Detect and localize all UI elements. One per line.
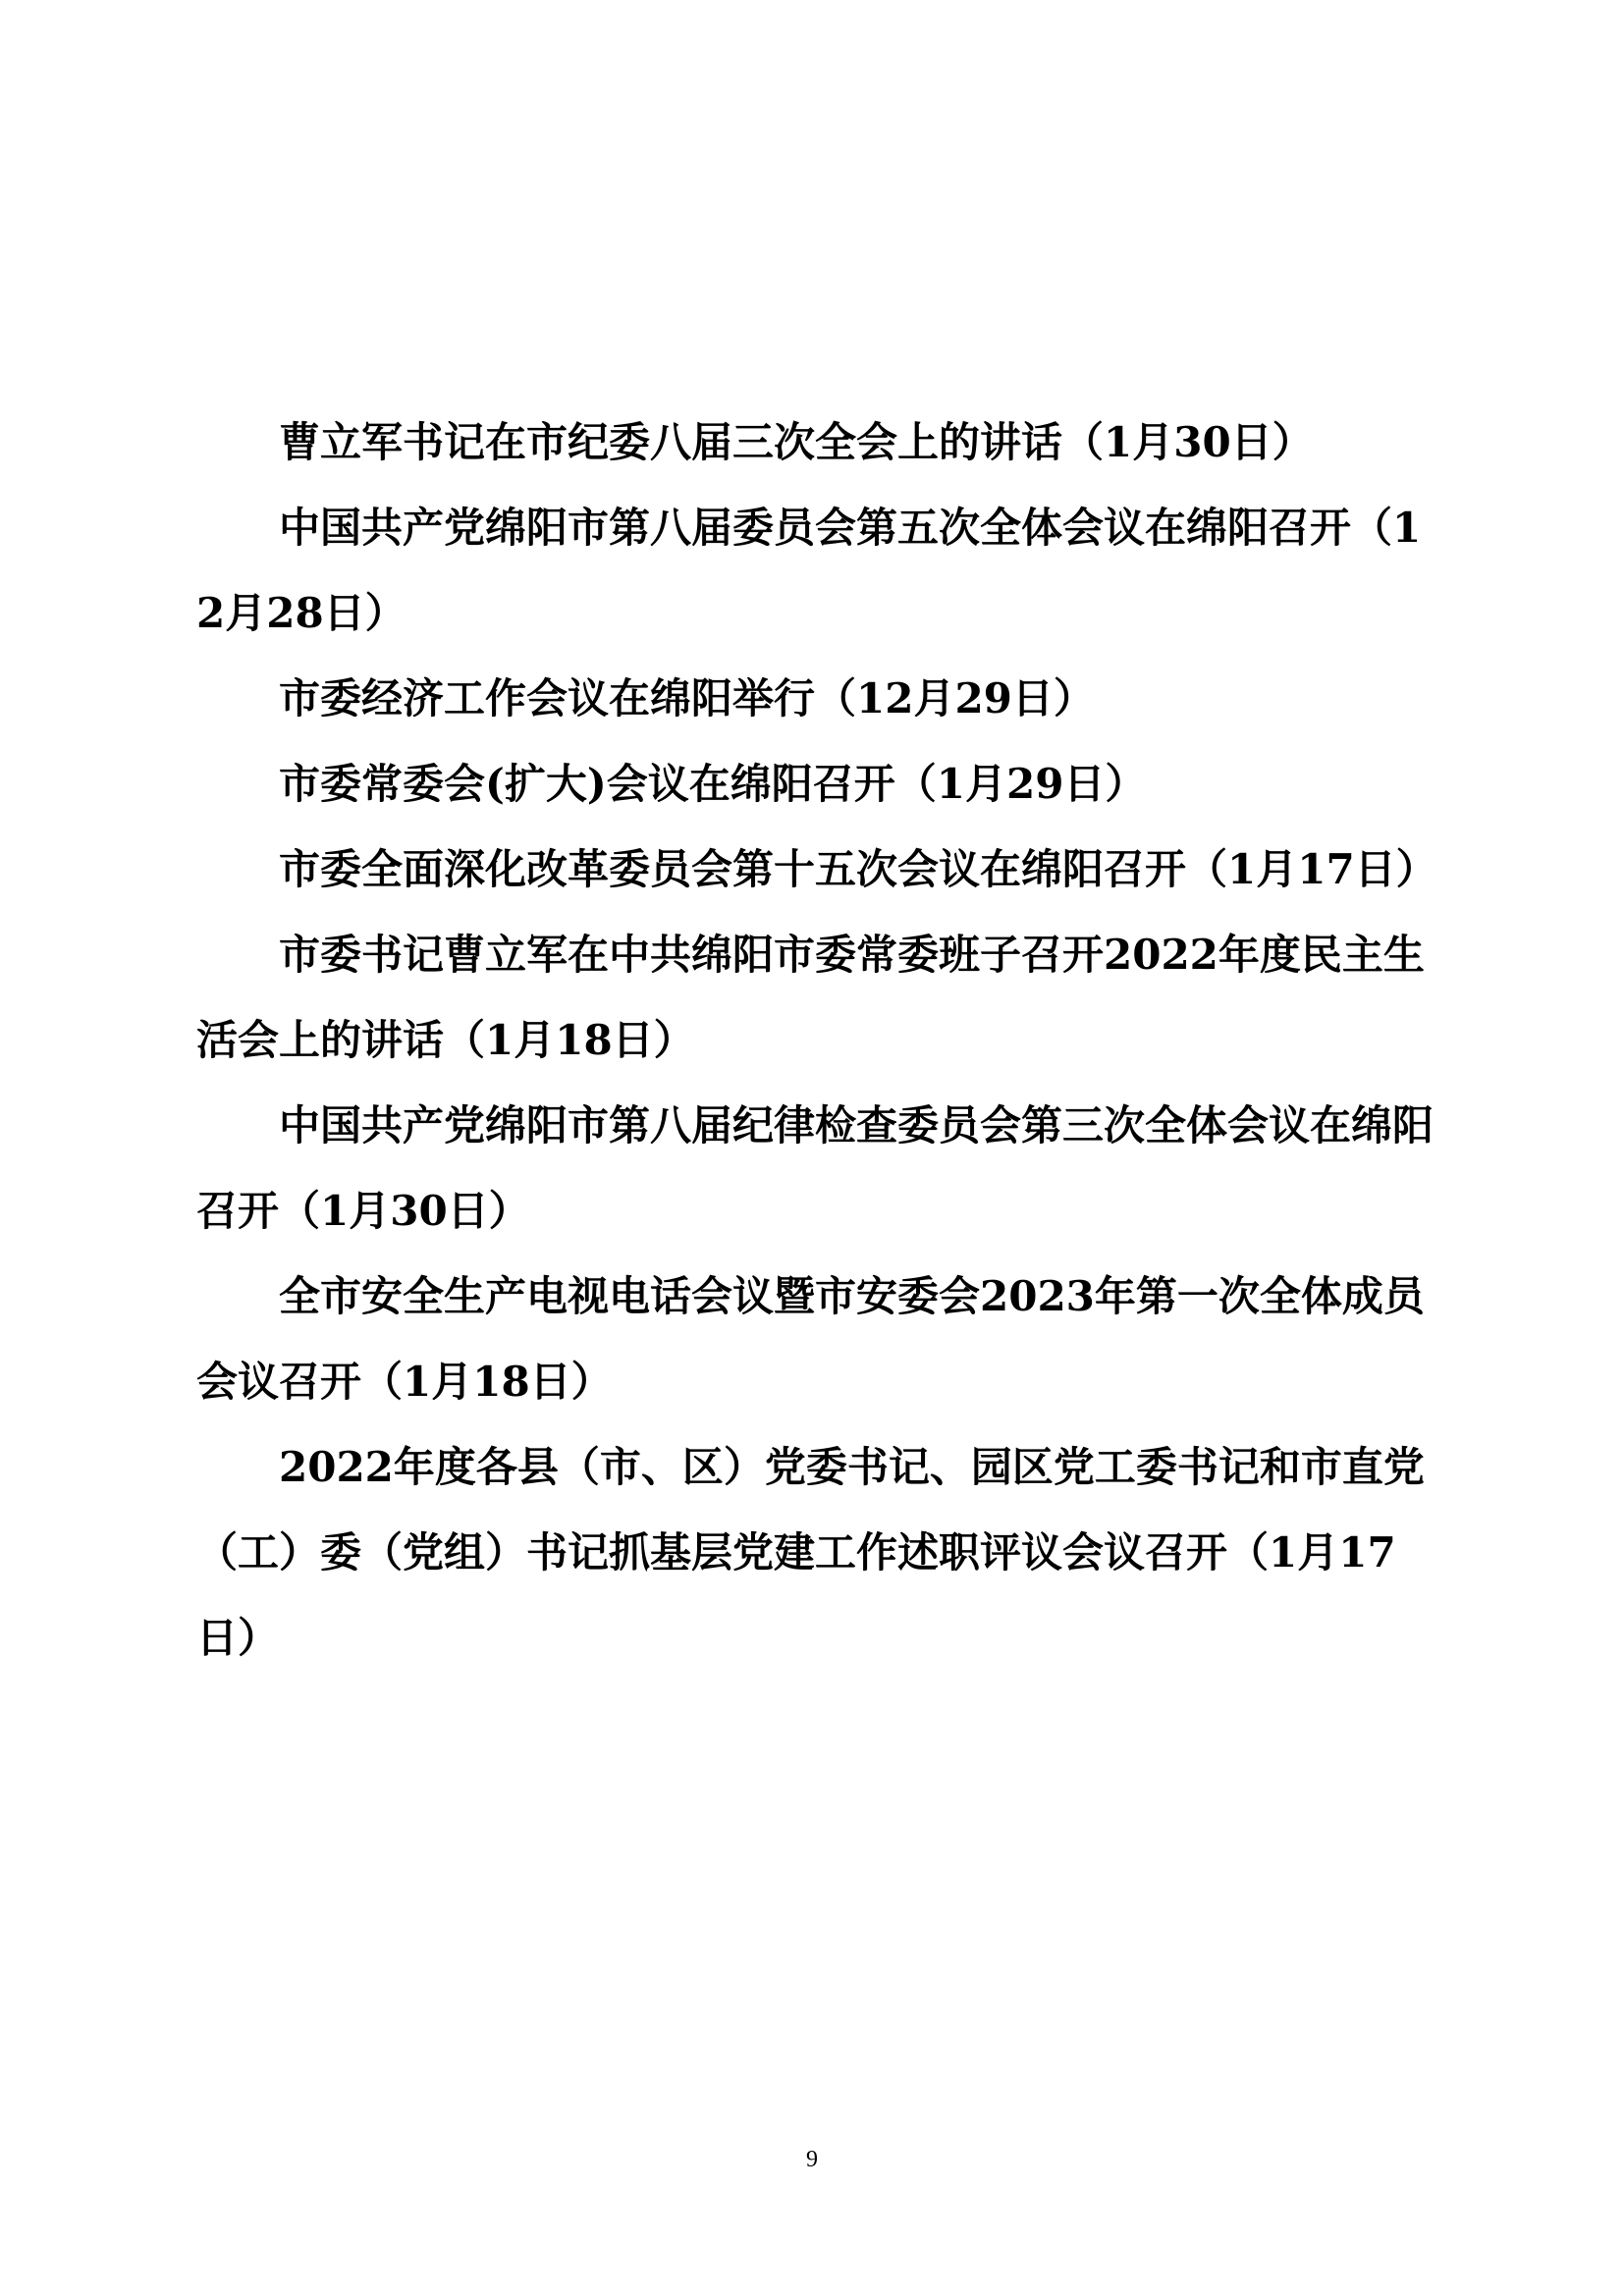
list-item: 市委书记曹立军在中共绵阳市委常委班子召开2022年度民主生活会上的讲话（1月18日） bbox=[196, 931, 1425, 1064]
meeting-list bbox=[196, 400, 1435, 1681]
page-number: 9 bbox=[806, 2147, 818, 2172]
list-item: 市委经济工作会议在绵阳举行（12月29日） bbox=[279, 674, 1095, 722]
list-item: 市委常委会(扩大)会议在绵阳召开（1月29日） bbox=[279, 760, 1147, 808]
list-item: 中国共产党绵阳市第八届纪律检查委员会第三次全体会议在绵阳召开（1月30日） bbox=[196, 1101, 1435, 1235]
list-item: 2022年度各县（市、区）党委书记、园区党工委书记和市直党（工）委（党组）书记抓基层党建工作述职评议会议召开（1月17日） bbox=[196, 1443, 1425, 1662]
list-item: 市委全面深化改革委员会第十五次会议在绵阳召开（1月17日） bbox=[279, 845, 1437, 893]
list-item: 中国共产党绵阳市第八届委员会第五次全体会议在绵阳召开（12月28日） bbox=[196, 504, 1422, 637]
list-item: 全市安全生产电视电话会议暨市安委会2023年第一次全体成员会议召开（1月18日） bbox=[196, 1272, 1425, 1406]
list-item: 曹立军书记在市纪委八届三次全会上的讲话（1月30日） bbox=[279, 418, 1314, 466]
